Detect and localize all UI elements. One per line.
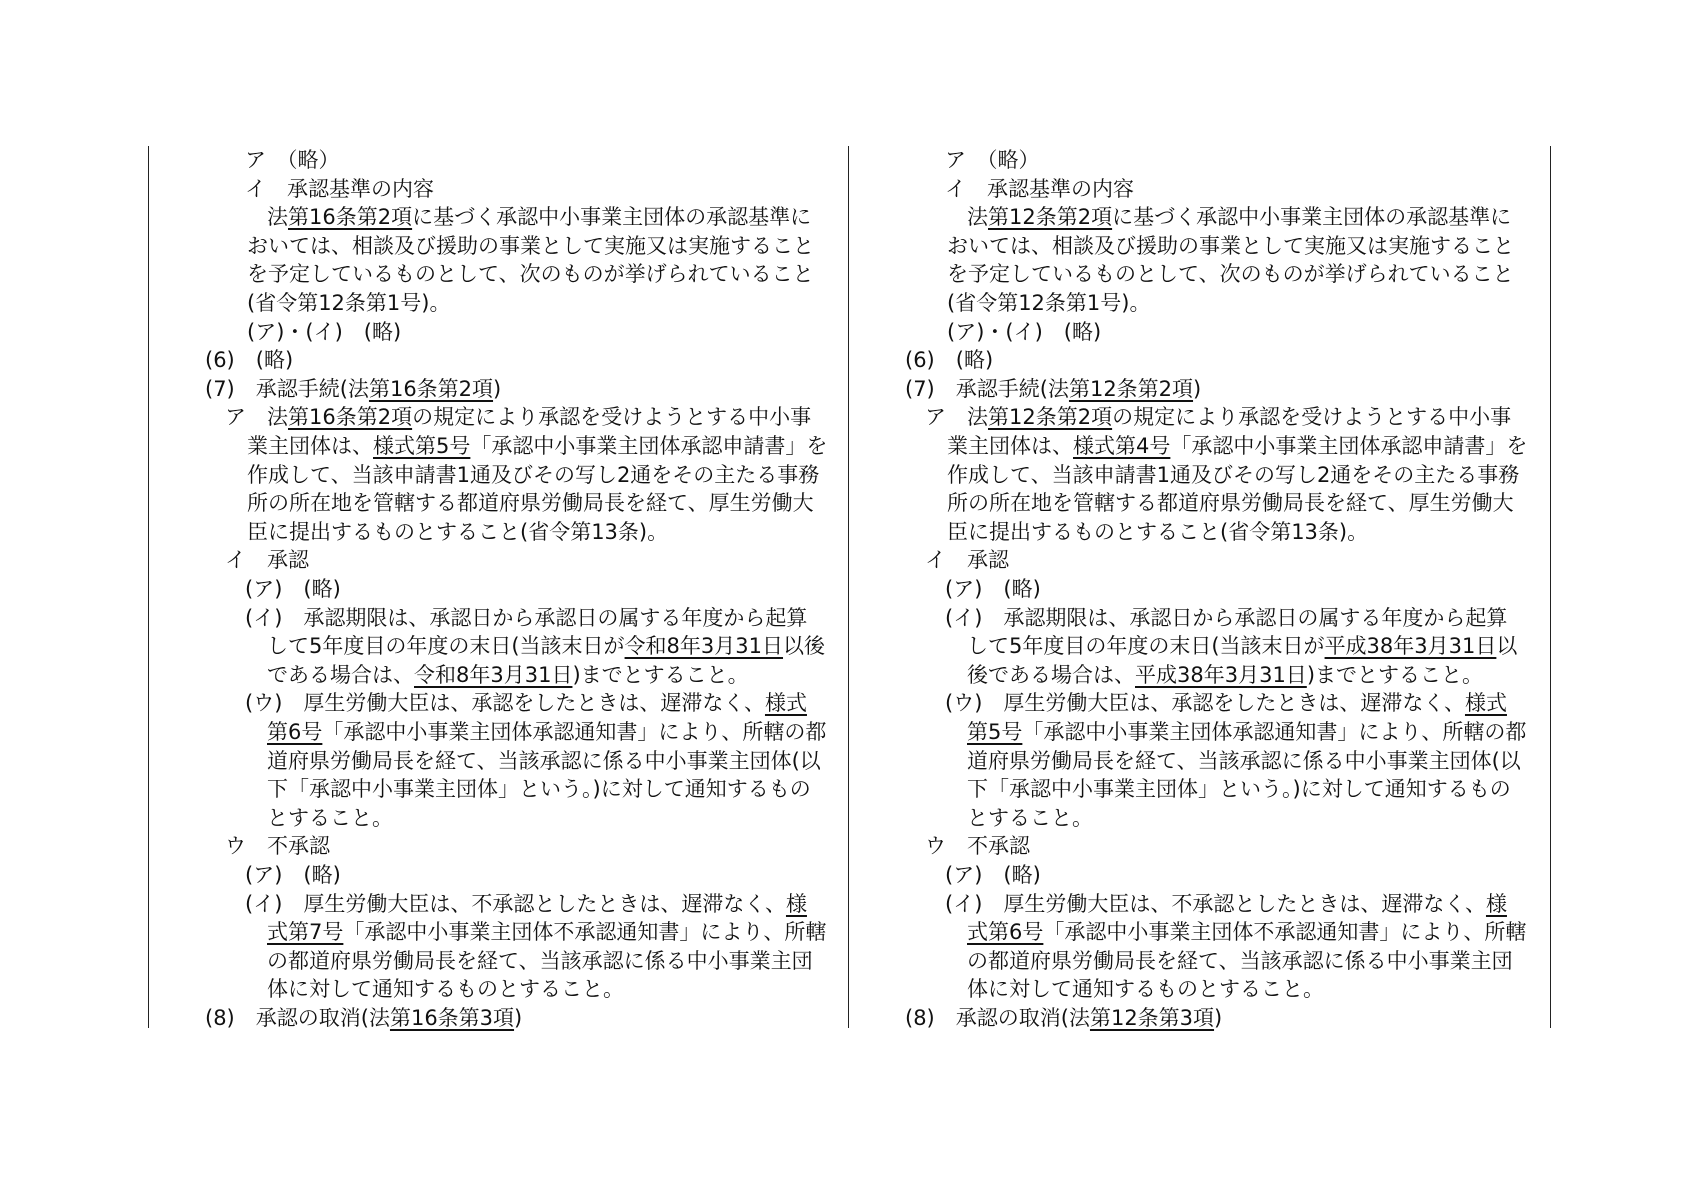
underlined-reference: 様 bbox=[785, 891, 807, 916]
text-line bbox=[267, 918, 826, 946]
underlined-reference: 令和8年3月31日 bbox=[414, 662, 573, 687]
text-segment: (ア)・(イ) (略) bbox=[947, 319, 1102, 344]
text-line bbox=[267, 804, 393, 832]
text-line bbox=[947, 260, 1514, 288]
text-line bbox=[905, 1004, 1222, 1032]
text-segment: )までとすること。 bbox=[572, 662, 749, 687]
text-segment: して5年度目の年度の末日(当該末日が bbox=[267, 634, 625, 659]
text-segment: 「承認中小事業主団体承認通知書」により、所轄の都 bbox=[1022, 720, 1527, 744]
text-line bbox=[247, 289, 450, 317]
text-line bbox=[245, 861, 341, 889]
text-segment: 所の所在地を管轄する都道府県労働局長を経て、厚生労働大 bbox=[947, 491, 1514, 516]
text-segment: イ 承認基準の内容 bbox=[245, 176, 434, 201]
text-line bbox=[945, 890, 1507, 918]
text-segment: とすること。 bbox=[967, 805, 1093, 830]
text-line bbox=[267, 632, 825, 660]
text-segment: の都道府県労働局長を経て、当該承認に係る中小事業主団 bbox=[967, 948, 1513, 973]
text-line bbox=[967, 975, 1324, 1003]
text-segment: (ウ) 厚生労働大臣は、承認をしたときは、遅滞なく、 bbox=[945, 691, 1465, 716]
text-segment: (ア)・(イ) (略) bbox=[247, 319, 402, 344]
text-segment: (ア) (略) bbox=[245, 577, 341, 601]
text-line bbox=[267, 203, 811, 231]
text-line bbox=[947, 489, 1514, 517]
text-line bbox=[247, 432, 827, 460]
text-line bbox=[267, 661, 749, 689]
text-line bbox=[945, 604, 1507, 632]
text-segment: (ア) (略) bbox=[945, 863, 1041, 887]
text-line bbox=[247, 318, 401, 346]
text-segment: 体に対して通知するものとすること。 bbox=[967, 977, 1324, 1002]
text-line bbox=[967, 804, 1093, 832]
text-segment: イ 承認 bbox=[925, 548, 1009, 573]
text-segment: 「承認中小事業主団体不承認通知書」により、所轄 bbox=[343, 920, 827, 945]
text-line bbox=[967, 632, 1517, 660]
text-segment: 道府県労働局長を経て、当該承認に係る中小事業主団体(以 bbox=[267, 748, 821, 773]
text-segment: (7) 承認手続(法 bbox=[905, 376, 1069, 401]
text-line bbox=[967, 947, 1513, 975]
text-segment: に基づく承認中小事業主団体の承認基準に bbox=[1112, 205, 1512, 230]
text-line bbox=[945, 861, 1041, 889]
text-line bbox=[205, 375, 501, 403]
text-line bbox=[225, 546, 309, 574]
underlined-reference: 様式第4号 bbox=[1073, 434, 1171, 458]
underlined-reference: 第12条第2項 bbox=[988, 405, 1113, 430]
underlined-reference: 様 bbox=[1485, 891, 1507, 916]
text-segment: ) bbox=[1214, 1006, 1223, 1030]
text-segment: に基づく承認中小事業主団体の承認基準に bbox=[412, 205, 812, 230]
underlined-reference: 第12条第3項 bbox=[1089, 1006, 1215, 1030]
text-line bbox=[967, 203, 1511, 231]
text-line bbox=[947, 318, 1101, 346]
text-line bbox=[945, 575, 1041, 603]
text-segment: ) bbox=[514, 1006, 523, 1030]
text-line bbox=[945, 689, 1507, 717]
text-segment: (省令第12条第1号)。 bbox=[247, 291, 451, 315]
text-line bbox=[247, 489, 814, 517]
text-segment: 下「承認中小事業主団体」という。)に対して通知するもの bbox=[967, 777, 1511, 802]
text-line bbox=[225, 832, 330, 860]
underlined-reference: 式第6号 bbox=[967, 920, 1044, 945]
text-segment: おいては、相談及び援助の事業として実施又は実施すること bbox=[247, 233, 814, 258]
text-segment: 法 bbox=[967, 205, 988, 230]
text-segment: 所の所在地を管轄する都道府県労働局長を経て、厚生労働大 bbox=[247, 491, 814, 516]
right-border-line bbox=[1550, 146, 1551, 1028]
text-segment: 体に対して通知するものとすること。 bbox=[267, 977, 624, 1002]
text-segment: 業主団体は、 bbox=[947, 434, 1073, 458]
text-segment: イ 承認 bbox=[225, 548, 309, 573]
text-segment: (イ) 厚生労働大臣は、不承認としたときは、遅滞なく、 bbox=[245, 891, 786, 916]
text-line bbox=[245, 175, 434, 203]
text-line bbox=[925, 832, 1030, 860]
text-line bbox=[925, 403, 1511, 431]
text-segment: (省令第12条第1号)。 bbox=[947, 291, 1151, 315]
text-segment: を予定しているものとして、次のものが挙げられていること bbox=[247, 262, 814, 287]
underlined-reference: 第5号 bbox=[967, 720, 1023, 744]
underlined-reference: 第16条第2項 bbox=[288, 405, 413, 430]
text-line bbox=[267, 747, 821, 775]
text-line bbox=[945, 175, 1134, 203]
text-segment: (ア) (略) bbox=[945, 577, 1041, 601]
text-segment: 下「承認中小事業主団体」という。)に対して通知するもの bbox=[267, 777, 811, 802]
text-segment: 道府県労働局長を経て、当該承認に係る中小事業主団体(以 bbox=[967, 748, 1521, 773]
underlined-reference: 式第7号 bbox=[267, 920, 344, 945]
text-segment: を予定しているものとして、次のものが挙げられていること bbox=[947, 262, 1514, 287]
text-line bbox=[205, 346, 293, 374]
text-line bbox=[247, 260, 814, 288]
center-divider-line bbox=[848, 146, 849, 1028]
text-segment: (6) (略) bbox=[905, 348, 994, 373]
underlined-reference: 様式第5号 bbox=[373, 434, 471, 458]
text-segment: 臣に提出するものとすること(省令第13条)。 bbox=[947, 519, 1369, 544]
text-line bbox=[947, 432, 1527, 460]
text-line bbox=[267, 975, 624, 1003]
text-line bbox=[947, 232, 1514, 260]
underlined-reference: 第16条第3項 bbox=[389, 1006, 515, 1030]
text-segment: おいては、相談及び援助の事業として実施又は実施すること bbox=[947, 233, 1514, 258]
text-line bbox=[967, 918, 1526, 946]
underlined-reference: 第6号 bbox=[267, 720, 323, 744]
text-segment: イ 承認基準の内容 bbox=[945, 176, 1134, 201]
text-line bbox=[947, 518, 1368, 546]
underlined-reference: 様式 bbox=[764, 691, 807, 716]
text-segment: ア （略） bbox=[245, 148, 340, 172]
text-segment: ウ 不承認 bbox=[225, 834, 330, 859]
text-line bbox=[245, 604, 807, 632]
text-segment: ア 法 bbox=[925, 405, 988, 430]
text-segment: 以後 bbox=[783, 634, 826, 659]
text-line bbox=[967, 718, 1526, 746]
text-line bbox=[925, 546, 1009, 574]
text-segment: 作成して、当該申請書1通及びその写し2通をその主たる事務 bbox=[247, 462, 820, 487]
text-segment: とすること。 bbox=[267, 805, 393, 830]
text-line bbox=[225, 403, 811, 431]
text-line bbox=[245, 890, 807, 918]
text-segment: (8) 承認の取消(法 bbox=[205, 1006, 390, 1030]
text-line bbox=[967, 747, 1521, 775]
text-line bbox=[947, 461, 1519, 489]
text-line bbox=[245, 689, 807, 717]
text-segment: ) bbox=[493, 376, 502, 401]
underlined-reference: 第12条第2項 bbox=[988, 205, 1113, 230]
text-segment: の都道府県労働局長を経て、当該承認に係る中小事業主団 bbox=[267, 948, 813, 973]
text-segment: (8) 承認の取消(法 bbox=[905, 1006, 1090, 1030]
text-line bbox=[247, 232, 814, 260]
underlined-reference: 令和8年3月31日 bbox=[624, 634, 784, 659]
text-line bbox=[205, 1004, 522, 1032]
text-segment: (ア) (略) bbox=[245, 863, 341, 887]
text-segment: (6) (略) bbox=[205, 348, 294, 373]
text-line bbox=[267, 775, 811, 803]
text-segment: 「承認中小事業主団体不承認通知書」により、所轄 bbox=[1043, 920, 1527, 945]
text-line bbox=[967, 775, 1511, 803]
text-segment: ) bbox=[1193, 376, 1202, 401]
text-line bbox=[267, 718, 826, 746]
text-segment: 「承認中小事業主団体承認通知書」により、所轄の都 bbox=[322, 720, 827, 744]
text-segment: して5年度目の年度の末日(当該末日が bbox=[967, 634, 1325, 659]
text-line bbox=[245, 146, 340, 174]
text-segment: ア （略） bbox=[945, 148, 1040, 172]
text-line bbox=[245, 575, 341, 603]
text-segment: (ウ) 厚生労働大臣は、承認をしたときは、遅滞なく、 bbox=[245, 691, 765, 716]
underlined-reference: 平成38年3月31日 bbox=[1135, 662, 1307, 687]
text-segment: 作成して、当該申請書1通及びその写し2通をその主たる事務 bbox=[947, 462, 1520, 487]
underlined-reference: 様式 bbox=[1464, 691, 1507, 716]
text-segment: 以 bbox=[1496, 634, 1518, 659]
left-border-line bbox=[148, 146, 149, 1028]
text-line bbox=[905, 346, 993, 374]
text-segment: 「承認中小事業主団体承認申請書」を bbox=[1170, 434, 1528, 458]
text-segment: 後である場合は、 bbox=[967, 662, 1135, 687]
text-line bbox=[267, 947, 813, 975]
text-line bbox=[945, 146, 1040, 174]
text-segment: (イ) 厚生労働大臣は、不承認としたときは、遅滞なく、 bbox=[945, 891, 1486, 916]
text-line bbox=[947, 289, 1150, 317]
text-line bbox=[967, 661, 1483, 689]
text-segment: ア 法 bbox=[225, 405, 288, 430]
text-segment: 「承認中小事業主団体承認申請書」を bbox=[470, 434, 828, 458]
text-segment: の規定により承認を受けようとする中小事 bbox=[1112, 405, 1512, 430]
text-segment: である場合は、 bbox=[267, 662, 414, 687]
text-segment: (イ) 承認期限は、承認日から承認日の属する年度から起算 bbox=[245, 605, 808, 630]
text-segment: ウ 不承認 bbox=[925, 834, 1030, 859]
text-segment: 臣に提出するものとすること(省令第13条)。 bbox=[247, 519, 669, 544]
underlined-reference: 平成38年3月31日 bbox=[1324, 634, 1497, 659]
text-segment: の規定により承認を受けようとする中小事 bbox=[412, 405, 812, 430]
text-line bbox=[905, 375, 1201, 403]
text-segment: 法 bbox=[267, 205, 288, 230]
underlined-reference: 第16条第2項 bbox=[368, 376, 494, 401]
text-line bbox=[247, 518, 668, 546]
underlined-reference: 第16条第2項 bbox=[288, 205, 413, 230]
underlined-reference: 第12条第2項 bbox=[1068, 376, 1194, 401]
text-segment: (7) 承認手続(法 bbox=[205, 376, 369, 401]
text-segment: 業主団体は、 bbox=[247, 434, 373, 458]
text-line bbox=[247, 461, 819, 489]
text-segment: )までとすること。 bbox=[1306, 662, 1484, 687]
text-segment: (イ) 承認期限は、承認日から承認日の属する年度から起算 bbox=[945, 605, 1508, 630]
